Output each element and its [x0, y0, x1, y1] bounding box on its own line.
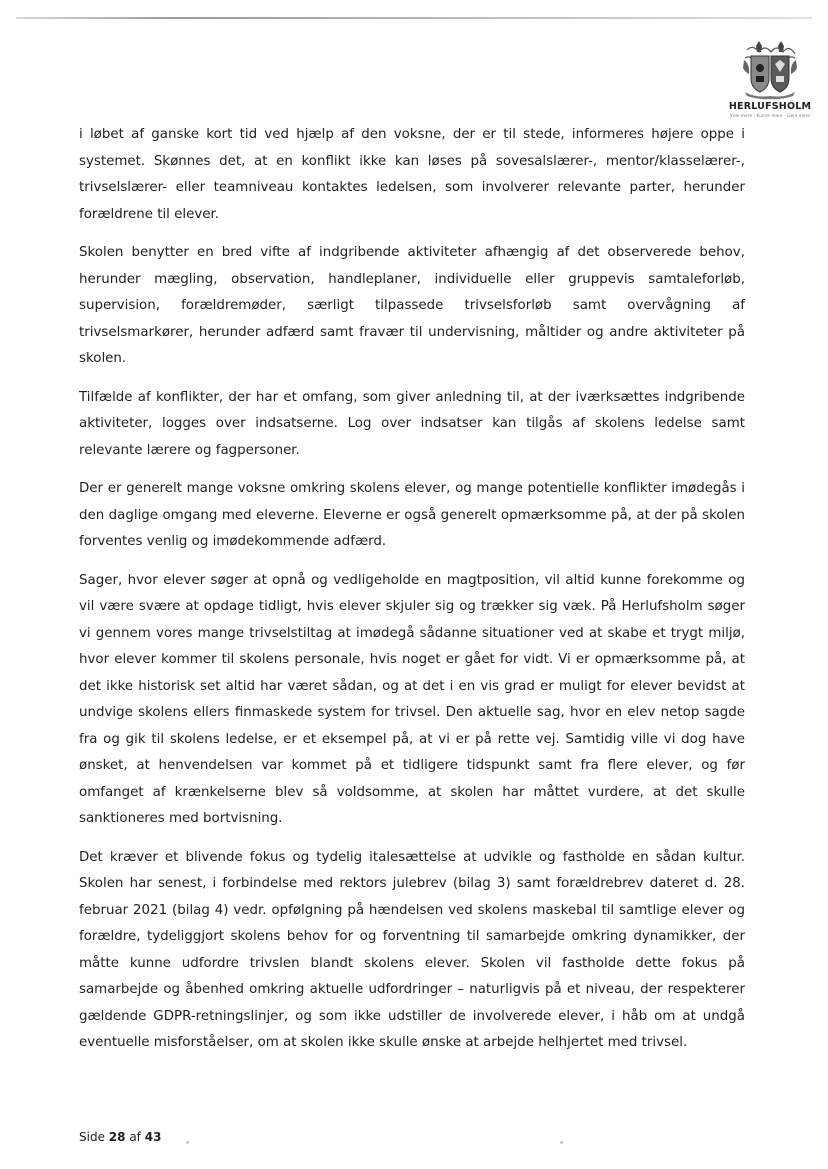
- school-logo: [728, 40, 812, 122]
- page-separator: af: [129, 1130, 141, 1144]
- page-total: 43: [144, 1130, 162, 1144]
- logo-tagline: Vide mere · Kunne mere · Gøre mere: [729, 113, 811, 118]
- paragraph-2: Skolen benytter en bred vifte af indgribende aktiviteter afhængig af det observerede behov, herunder mægling, observation, handleplaner, individuelle eller gruppevis samtaleforløb, supervision, forældremøder, særligt tilpassede trivselsforløb samt overvågning af trivselsmarkører, herunder adfærd samt fravær til undervisning, måltider og andre aktiviteter på skolen.: [79, 245, 745, 366]
- paragraph-1: i løbet af ganske kort tid ved hjælp af den voksne, der er til stede, informeres højere oppe i systemet. Skønnes det, at en konflikt ikke kan løses på sovesalslærer-, mentor/klasselærer-, trivselslærer- eller teamniveau kontaktes ledelsen, som involverer relevante parter, herunder forældrene til elever.: [79, 127, 745, 222]
- paragraph-3: Tilfælde af konflikter, der har et omfang, som giver anledning til, at der iværksættes indgribende aktiviteter, logges over indsatserne. Log over indsatser kan tilgås af skolens ledelse samt relevante lærere og fagpersoner.: [79, 389, 745, 458]
- top-rule: [16, 17, 812, 19]
- paragraph-4: Der er generelt mange voksne omkring skolens elever, og mange potentielle konflikter imødegås i den daglige omgang med eleverne. Eleverne er også generelt opmærksomme på, at der på skolen forventes venlig og imødekommende adfærd.: [79, 481, 745, 549]
- logo-wordmark: HERLUFSHOLM: [728, 101, 812, 112]
- paragraph-5: Sager, hvor elever søger at opnå og vedligeholde en magtposition, vil altid kunne forekomme og vil være svære at opdage tidligt, hvis elever skjuler sig og trækker sig væk. På Herlufsholm søger vi gennem vores mange trivselstiltag at imødegå sådanne situationer ved at skabe et trygt miljø, hvor elever kommer til skolens personale, hvis noget er gået for vidt. Vi er opmærksomme på, at det ikke historisk set altid har været sådan, og at det i en vis grad er muligt for elever bevidst at undvige skolens ellers finmaskede system for trivsel. Den aktuelle sag, hvor en elev netop sagde fra og gik til skolens ledelse, er et eksempel på, at vi er på rette vej. Samtidig ville vi dog have ønsket, at henvendelsen var kommet på et tidligere tidspunkt samt fra flere elever, og før omfanget af krænkelserne blev så voldsomme, at skolen har måttet vurdere, at det skulle sanktioneres med bortvisning.: [79, 572, 745, 826]
- scan-speck: [560, 1141, 563, 1144]
- document-body: [79, 122, 745, 1069]
- coat-of-arms-icon: [741, 40, 799, 100]
- paragraph-6: Det kræver et blivende fokus og tydelig italesættelse at udvikle og fastholde en sådan kultur. Skolen har senest, i forbindelse med rektors julebrev (bilag 3) samt forældrebrev dateret d. 28. februar 2021 (bilag 4) vedr. opfølgning på hændelsen ved skolens maskebal til samtlige elever og forældre, tydeliggjort skolens behov for og forventning til samarbejde omkring dynamikker, der måtte kunne udfordre trivslen blandt skolens elever. Skolen vil fastholde dette fokus på samarbejde og åbenhed omkring aktuelle udfordringer – naturligvis på et niveau, der respekterer gældende GDPR-retningslinjer, og som ikke udstiller de involverede elever, i håb om at undgå eventuelle misforståelser, om at skolen ikke skulle ønske at arbejde helhjertet med trivsel.: [79, 849, 745, 1050]
- page-current: 28: [108, 1130, 126, 1144]
- page-number: [79, 1130, 161, 1144]
- page-prefix: Side: [79, 1130, 105, 1144]
- scan-speck: [186, 1141, 189, 1144]
